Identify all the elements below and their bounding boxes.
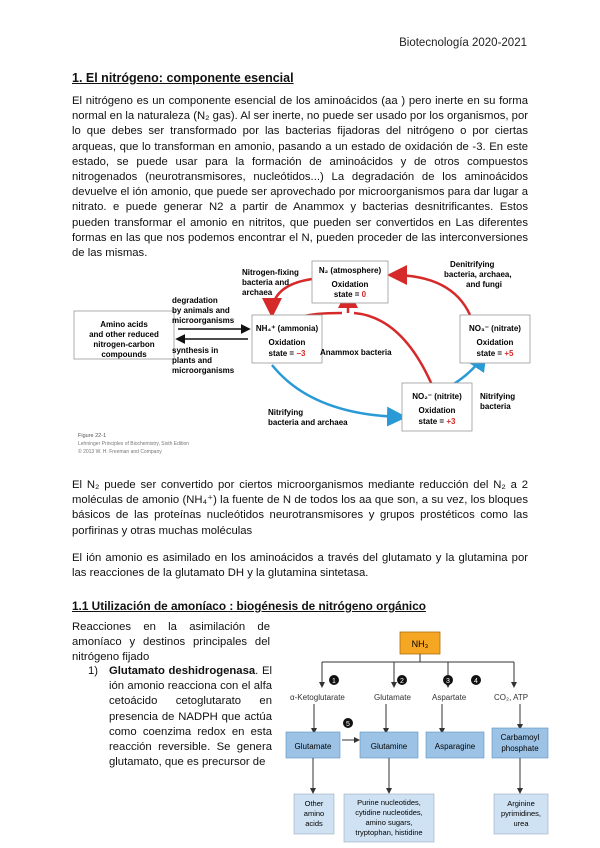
svg-text:Nitrogen-fixing: Nitrogen-fixing	[242, 268, 299, 277]
svg-text:synthesis in: synthesis in	[172, 346, 219, 355]
svg-text:tryptophan, histidine: tryptophan, histidine	[355, 828, 423, 837]
nh4-label: NH₄⁺ (ammonia)	[255, 324, 319, 333]
svg-text:pyrimidines,: pyrimidines,	[500, 809, 542, 818]
svg-text:by animals and: by animals and	[172, 306, 230, 315]
svg-text:Nitrifying: Nitrifying	[480, 392, 516, 401]
glu-label: Glutamate	[374, 693, 411, 702]
svg-text:Oxidation: Oxidation	[476, 338, 514, 347]
svg-text:bacteria: bacteria	[480, 402, 511, 411]
svg-text:5: 5	[346, 721, 350, 728]
svg-text:degradation: degradation	[172, 296, 218, 305]
list-bold: Glutamato deshidrogenasa	[109, 665, 256, 677]
svg-text:Arginine: Arginine	[507, 799, 535, 808]
svg-text:Amino acids: Amino acids	[100, 320, 148, 329]
nitrogen-cycle-figure	[72, 255, 542, 465]
nh3-label: NH₃	[411, 639, 429, 649]
svg-text:4: 4	[474, 678, 478, 685]
svg-text:1: 1	[332, 678, 336, 685]
caption-3: © 2013 W. H. Freeman and Company	[78, 449, 162, 455]
svg-text:microorganisms: microorganisms	[172, 366, 235, 375]
no3-label: NO₃⁻ (nitrate)	[469, 324, 521, 333]
akg-label: α-Ketoglutarate	[290, 693, 345, 702]
svg-text:microorganisms: microorganisms	[172, 316, 235, 325]
caption-2: Lehninger Principles of Biochemistry, Sixth Edition	[78, 441, 190, 447]
paragraph-intro: El nitrógeno es un componente esencial de los aminoácidos (aa ) pero inerte en su forma normal en la naturaleza (N₂ gas). Al ser inerte, no puede ser usado por los organismos, por lo que debes ser transformado por las bacterias fijadoras del nitrógeno o por ciertas arqueas, que lo transforman en amonio, pasando a un estado de oxidación de -3. En este estado, se puede usar para la formación de aminoácidos y de otros compuestos nitrogenados (neurotransmisores, nucleótidos...) La degradación de los aminoácidos devuelve el ión amonio, que puede ser aprovechado por microorganismos para dar lugar a nitrato. e puede generar N2 a partir de Anammox y bacterias desnitrificantes. Estos pueden transformar el amonio en nitritos, que pueden ser convertidos en Las diferentes formas en las que nos podemos encontrar el N, pueden proceder de las interconversiones de las mismas.	[72, 95, 528, 260]
svg-text:phosphate: phosphate	[501, 744, 539, 753]
svg-text:Oxidation: Oxidation	[268, 338, 306, 347]
denitrification-arrow	[392, 275, 470, 315]
svg-text:acids: acids	[305, 819, 323, 828]
svg-text:Oxidation: Oxidation	[331, 280, 369, 289]
svg-text:amino: amino	[303, 809, 325, 818]
svg-text:nitrogen-carbon: nitrogen-carbon	[93, 340, 155, 349]
svg-text:Glutamate: Glutamate	[294, 742, 332, 751]
svg-text:bacteria and: bacteria and	[242, 278, 290, 287]
svg-text:and other reduced: and other reduced	[89, 330, 159, 339]
list-number: 1)	[88, 665, 99, 677]
paragraph-ammonium: El ión amonio es asimilado en los aminoácidos a través del glutamato y la glutamina por las reacciones de la glutamato DH y la glutamina sintetasa.	[72, 552, 528, 580]
list-body: . El ión amonio reacciona con el alfa cetoácido cetoglutarato en presencia de NADPH que actúa como coenzima redox en esta reacción reversible. Se genera glutamato, que es precursor de	[109, 665, 272, 769]
svg-text:state = 0: state = 0	[333, 290, 367, 299]
svg-text:bacteria and archaea: bacteria and archaea	[268, 418, 348, 427]
svg-text:state = +5: state = +5	[476, 349, 514, 358]
svg-text:Carbamoyl: Carbamoyl	[500, 733, 540, 742]
no2-label: NO₂⁻ (nitrite)	[412, 392, 462, 401]
anammox-label: Anammox bacteria	[320, 348, 392, 357]
caption-1: Figure 22-1	[78, 433, 107, 439]
section-title: 1. El nitrógeno: componente esencial	[72, 71, 294, 85]
svg-text:amino sugars,: amino sugars,	[365, 818, 413, 827]
svg-text:Glutamine: Glutamine	[370, 742, 408, 751]
page-header: Biotecnología 2020-2021	[399, 37, 527, 49]
svg-text:state = +3: state = +3	[418, 417, 456, 426]
svg-text:and fungi: and fungi	[466, 280, 502, 289]
svg-text:urea: urea	[513, 819, 529, 828]
svg-text:cytidine nucleotides,: cytidine nucleotides,	[355, 808, 423, 817]
svg-text:2: 2	[400, 678, 404, 685]
svg-text:Asparagine: Asparagine	[434, 742, 476, 751]
list-text	[109, 664, 272, 770]
svg-text:plants and: plants and	[172, 356, 213, 365]
svg-text:3: 3	[446, 678, 450, 685]
svg-text:Oxidation: Oxidation	[418, 406, 456, 415]
paragraph-n2-conversion: El N₂ puede ser convertido por ciertos microorganismos mediante reducción del N₂ a 2 moléculas de amonio (NH₄⁺) la fuente de N de todos los aa que son, a su vez, los bloques básicos de las proteínas nucleótidos neurotransmisores y grupos prostéticos como las porfirinas y otras muchas moléculas	[72, 479, 528, 537]
svg-text:compounds: compounds	[101, 350, 147, 359]
svg-text:bacteria, archaea,: bacteria, archaea,	[444, 270, 512, 279]
ammonia-assimilation-figure	[282, 628, 560, 848]
asp-label: Aspartate	[432, 693, 467, 702]
co2-label: CO₂, ATP	[494, 693, 529, 702]
paragraph-assimilation: Reacciones en la asimilación de amoníaco y destinos principales del nitrógeno fijado	[72, 621, 270, 664]
svg-text:Purine nucleotides,: Purine nucleotides,	[357, 798, 421, 807]
svg-text:archaea: archaea	[242, 288, 273, 297]
svg-text:state = −3: state = −3	[268, 349, 306, 358]
svg-text:Nitrifying: Nitrifying	[268, 408, 304, 417]
n2-label: N₂ (atmosphere)	[318, 266, 382, 275]
subsection-title: 1.1 Utilización de amoníaco : biogénesis de nitrógeno orgánico	[72, 599, 426, 613]
svg-text:Other: Other	[304, 799, 324, 808]
svg-text:Denitrifying: Denitrifying	[450, 260, 495, 269]
